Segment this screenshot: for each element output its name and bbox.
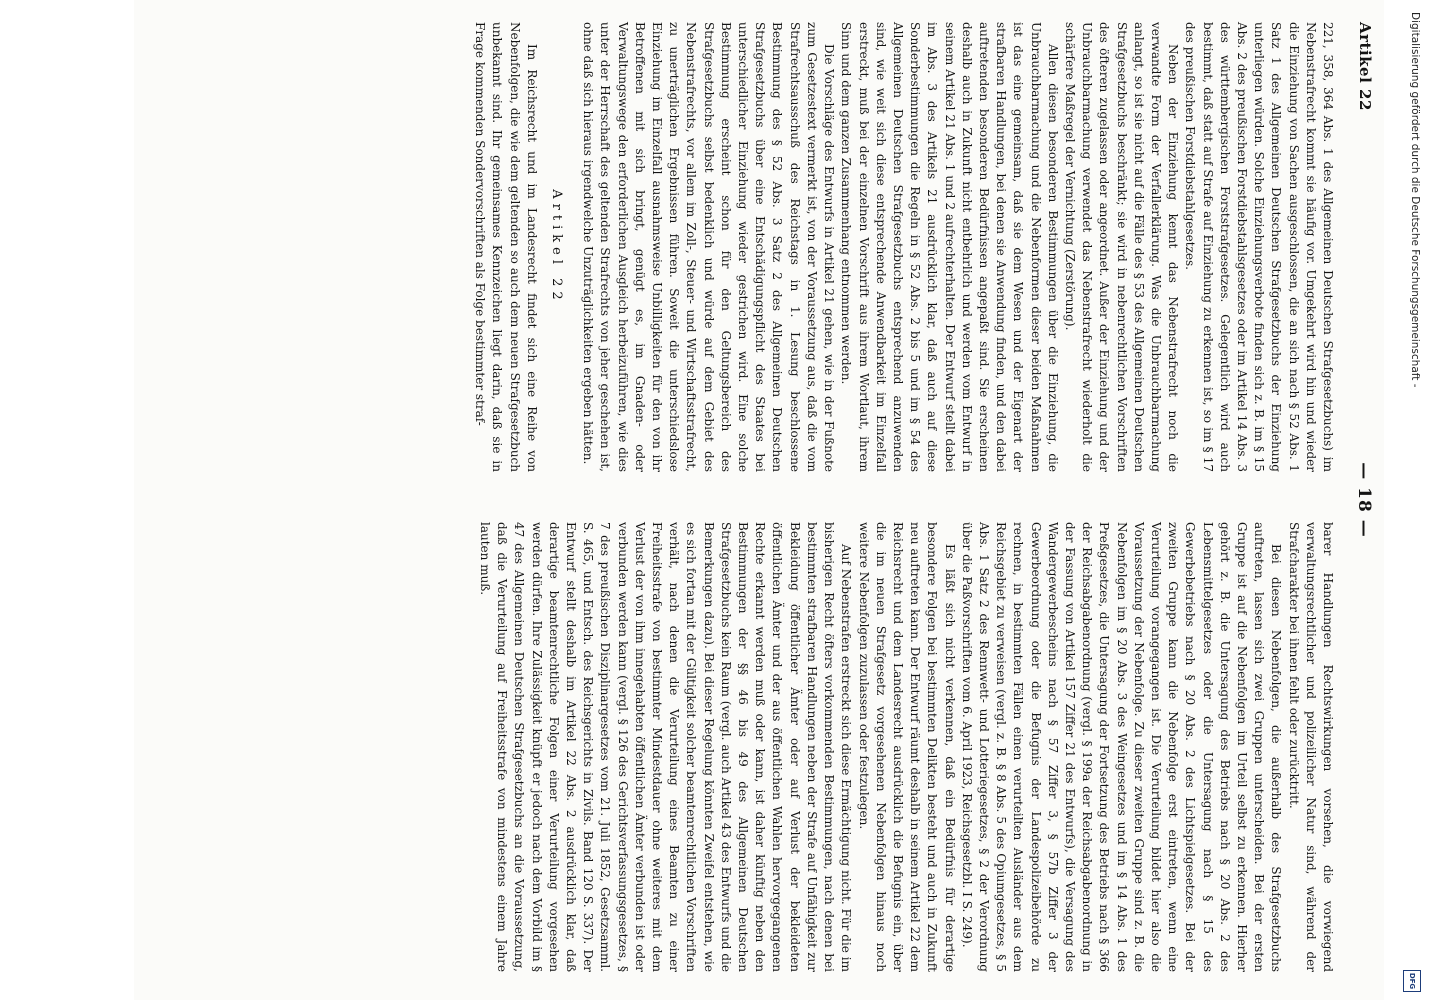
left-text-column — [471, 22, 1336, 472]
page-number: — 18 — — [1354, 462, 1374, 538]
digitization-credit — [1395, 0, 1434, 1000]
paragraph: Im Reichsrecht und im Landesrecht findet sich eine Reihe von Nebenfolgen, die wie dem geltenden so auch dem neuen Strafgesetzbuch unbekannt sind. Ihr gemeinsames Kennzeichen liegt darin, daß sie in Frage kommenden Sondervorschriften als Folge bestimmter straf- — [473, 22, 539, 472]
credit-text: Digitalisierung gefördert durch die Deutsche Forschungsgemeinschaft - — [1409, 12, 1421, 388]
paragraph: Die Vorschläge des Entwurfs in Artikel 21 gehen, wie in der Fußnote zum Gesetzestext vermerkt ist, von der Voraussetzung aus, daß die vom Strafrechtsausschuß des Reichstags in 1. Lesung beschlossene Bestimmung des § 52 Abs. 3 Satz 2 des Allgemeinen Deutschen Strafgesetzbuchs über eine Entschädigungspflicht des Staates bei unterschiedlicher Einziehung wieder gestrichen wird. Eine solche Bestimmung erscheint schon für den Geltungsbereich des Strafgesetzbuchs selbst bedenklich und würde auf dem Gebiet des Nebenstrafrechts, vor allem im Zoll-, Steuer- und Wirtschaftsstrafrecht, zu unerträglichen Ergebnissen führen. Soweit die unterschiedslose Einziehung im Einzelfall ausnahmsweise Unbilligkeiten für den von ihr Betroffenen mit sich bringt, genügt es, im Gnaden- oder Verwaltungswege den erforderlichen Ausgleich herbeizuführen, wie dies unter der Herrschaft des geltenden Strafrechts von jeher geschehen ist, ohne daß sich hieraus irgendwelche Unzuträglichkeiten ergeben hätten. — [581, 22, 837, 472]
paragraph: barer Handlungen Rechtswirkungen vorsehen, die vorwiegend verwaltungsrechtlicher und polizeilicher Natur sind, während der Strafcharakter bei ihnen fehlt oder zurücktritt. — [1286, 522, 1335, 972]
paragraph: Es läßt sich nicht verkennen, daß ein Bedürfnis für derartige besondere Folgen bei bestimmten Delikten besteht und auch in Zukunft neu auftreten kann. Der Entwurf räumt deshalb in seinem Artikel 22 dem Reichsrecht und dem Landesrecht ausdrücklich die Befugnis ein, über die im neuen Strafgesetz vorgesehenen Nebenfolgen hinaus noch weitere Nebenfolgen zuzulassen oder festzulegen. — [856, 522, 957, 972]
paragraph: Bei diesen Nebenfolgen, die außerhalb des Strafgesetzbuchs auftreten, lassen sich zwei Gruppen unterscheiden. Bei der ersten Gruppe ist auf die Nebenfolgen im Urteil selbst zu erkennen. Hierher gehört z. B. die Untersagung des Betriebs nach § 20 Abs. 2 des Lebensmittelgesetzes oder die Untersagung nach § 15 des Gewerbebetriebs nach § 20 Abs. 2 des Lichtspielgesetzes. Bei der zweiten Gruppe kann die Nebenfolge erst eintreten, wenn eine Verurteilung vorangegangen ist. Die Verurteilung bildet hier also die Voraussetzung der Nebenfolge. Zu dieser zweiten Gruppe sind z. B. die Nebenfolgen im § 20 Abs. 3 des Weingesetzes und im § 14 Abs. 1 des Preßgesetzes, die Untersagung der Fortsetzung des Betriebs nach § 366 der Reichsabgabenordnung (vergl. § 199a der Reichsabgabenordnung in der Fassung von Artikel 157 Ziffer 21 des Entwurfs), die Versagung des Wandergewerbescheins nach § 57 Ziffer 3, § 57b Ziffer 3 der Gewerbeordnung oder die Befugnis der Landespolizeibehörde zu rechnen, in bestimmten Fällen einen verurteilten Ausländer aus dem Reichsgebiet zu verweisen (vergl. z. B. § 8 Abs. 5 des Opiumgesetzes, § 5 Abs. 1 Satz 2 des Rennwett- und Lotteriegesetzes, § 2 der Verordnung über die Paßvorschriften vom 6. April 1923, Reichsgesetzbl. I S. 249). — [959, 522, 1284, 972]
article-reference: Artikel 22 — [1356, 22, 1374, 111]
paragraph: 221, 358, 364 Abs. 1 des Allgemeinen Deutschen Strafgesetzbuchs) im Nebenstrafrecht kommt sie häufig vor. Umgekehrt wird hin und wieder die Einziehung von Sachen ausgeschlossen, die an sich nach § 52 Abs. 1 Satz 1 des Allgemeinen Deutschen Strafgesetzbuchs der Einziehung unterliegen würden. Solche Einziehungsverbote finden sich z. B. im § 15 Abs. 2 des preußischen Forstdiebstahlsgesetzes oder im Artikel 14 Abs. 3 des württembergischen Forststrafgesetzes. Gelegentlich wird auch bestimmt, daß statt auf Strafe auf Einziehung zu erkennen ist, so im § 17 des preußischen Forstdiebstahlgesetzes. — [1183, 22, 1335, 472]
paragraph: Auf Nebenstrafen erstreckt sich diese Ermächtigung nicht. Für die im bisherigen Recht öfters vorkommenden Bestimmungen, nach denen bei bestimmten strafbaren Handlungen neben der Strafe auf Unfähigkeit zur Bekleidung öffentlicher Ämter oder auf Verlust der bekleideten öffentlichen Ämter und der aus öffentlichen Wahlen hervorgegangenen Rechte erkannt werden muß oder kann, ist daher künftig neben den Bestimmungen der §§ 46 bis 49 des Allgemeinen Deutschen Strafgesetzbuchs kein Raum (vergl. auch Artikel 43 des Entwurfs und die Bemerkungen dazu). Bei dieser Regelung könnten Zweifel entstehen, wie es sich fortan mit der Gültigkeit solcher beamtenrechtlichen Vorschriften verhält, nach denen die Verurteilung eines Beamten zu einer Freiheitsstrafe von bestimmter Mindestdauer ohne weiteres mit dem Verlust der von ihm innegehabten öffentlichen Ämter verbunden ist oder verbunden werden kann (vergl. § 126 des Gerichtsverfassungsgesetzes, § 7 des preußischen Disziplinargesetzes vom 21. Juli 1852, Gesetzsamml. S. 465, und Entsch. des Reichsgerichts in Zivils. Band 120 S. 337). Der Entwurf stellt deshalb im Artikel 22 Abs. 2 ausdrücklich klar, daß derartige beamtenrechtliche Folgen einer Verurteilung vorgesehen werden dürfen. Ihre Zulässigkeit knüpft er jedoch nach dem Vorbild im § 47 des Allgemeinen Deutschen Strafgesetzbuchs an die Voraussetzung, daß die Verurteilung auf Freiheitsstrafe von mindestens einem Jahre lauten muß. — [478, 522, 854, 972]
scanned-page — [134, 0, 1384, 1000]
paragraph: Allen diesen besonderen Bestimmungen über die Einziehung, die Unbrauchbarmachung und die Nebenformen dieser beiden Maßnahmen ist das eine gemeinsam, daß sie dem Wesen und der Eigenart der strafbaren Handlungen, bei denen sie Anwendung finden, und den dabei auftretenden besonderen Bedürfnissen angepaßt sind. Sie erscheinen deshalb auch in Zukunft nicht entbehrlich und werden vom Entwurf in seinem Artikel 21 Abs. 1 und 2 aufrechterhalten. Der Entwurf stellt dabei im Abs. 3 des Artikels 21 ausdrücklich klar, daß auch auf diese Sonderbestimmungen die Regeln in § 52 Abs. 2 bis 5 und im § 54 des Allgemeinen Deutschen Strafgesetzbuchs entsprechend anzuwenden sind, wie weit sich diese entsprechende Anwendbarkeit im Einzelfall erstreckt, muß bei der einzelnen Vorschrift aus ihrem Wortlaut, ihrem Sinn und dem ganzen Zusammenhang entnommen werden. — [839, 22, 1060, 472]
right-text-column — [476, 522, 1336, 972]
running-head — [1338, 0, 1374, 1000]
section-heading: Artikel 22 — [549, 189, 565, 305]
dfg-logo-icon: DFG — [1403, 970, 1421, 992]
paragraph: Neben der Einziehung kennt das Nebenstrafrecht noch die verwandte Form der Verfallerklärung. Was die Unbrauchbarmachung anlangt, so ist sie nicht auf die Fälle des § 53 des Allgemeinen Deutschen Strafgesetzbuchs beschränkt; sie wird in nebenrechtlichen Vorschriften des öfteren zugelassen oder angeordnet. Außer der Einziehung und der Unbrauchbarmachung verwendet das Nebenstrafrecht wiederholt die schärfere Maßregel der Vernichtung (Zerstörung). — [1062, 22, 1181, 472]
